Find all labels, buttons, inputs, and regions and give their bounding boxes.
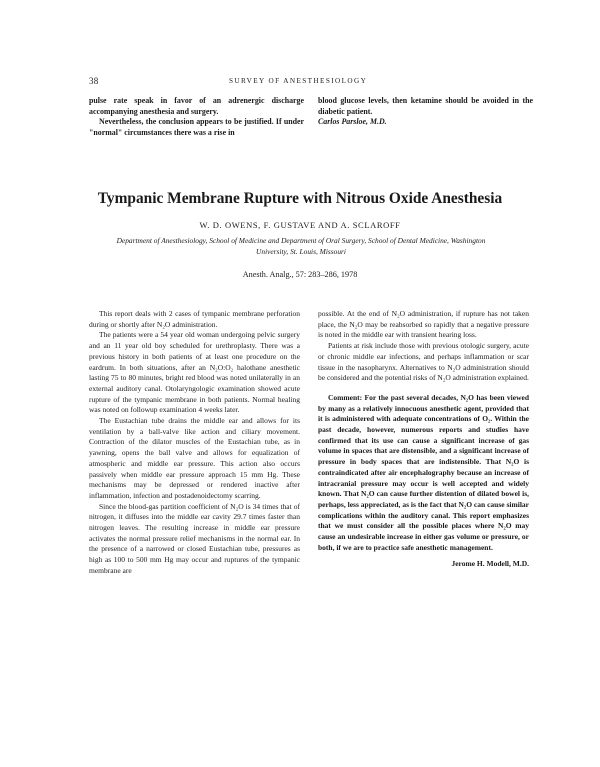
article-authors: W. D. OWENS, F. GUSTAVE AND A. SCLAROFF bbox=[199, 220, 401, 230]
article-citation: Anesth. Analg., 57: 283–286, 1978 bbox=[242, 270, 358, 279]
previous-article-paragraph: Nevertheless, the conclusion appears to be justified. If under "normal" circumstances there was a rise in bbox=[89, 117, 304, 137]
article-right-column bbox=[318, 309, 529, 570]
article-paragraph: This report deals with 2 cases of tympanic membrane perforation during or shortly after N₂O administration. bbox=[89, 309, 300, 329]
comment-signature: Jerome H. Modell, M.D. bbox=[451, 559, 529, 569]
previous-article-left-column bbox=[89, 96, 304, 138]
article-paragraph: Since the blood-gas partition coefficient of N₂O is 34 times that of nitrogen, it diffuses into the middle ear cavity 29.7 times faster than nitrogen leaves. The resulting increase in middle ear pressure activates the normal pressure relief mechanisms in the normal ear. In the presence of a narrowed or closed Eustachian tube, pressures as high as 100 to 500 mm Hg may occur and ruptures of the tympanic membrane are bbox=[89, 501, 300, 575]
article-paragraph: The Eustachian tube drains the middle ear and allows for its ventilation by a ball-valve like action and ciliary movement. Contraction of the dilator muscles of the Eustachian tube, as in yawning, opens the ball valve and allows for equalization of atmospheric and middle ear pressure. This action also occurs passively when middle ear pressure approach 15 mm Hg. These mechanisms may be depressed or rendered inactive after inflammation, infection and postadenoidectomy scarring. bbox=[89, 416, 300, 500]
article-title: Tympanic Membrane Rupture with Nitrous Oxide Anesthesia bbox=[97, 190, 503, 207]
previous-article-signature: Carlos Parsloe, M.D. bbox=[318, 117, 387, 127]
article-left-column bbox=[89, 309, 300, 577]
editorial-comment: Comment: For the past several decades, N₂O has been viewed by many as a relatively innocuous anesthetic agent, provided that it is administered with adequate concentrations of O₂. Within the past decade, however, numerous reports and studies have confirmed that its use can cause a significant increase of gas volume in spaces that are distensible, and a significant increase of pressure in body spaces that are indistensible. That N₂O is contraindicated after air encephalography because an increase of intracranial pressure may occur is well accepted and widely known. That N₂O can cause further distention of dilated bowel is, perhaps, less appreciated, as is the fact that N₂O can cause similar complications within the auditory canal. This report emphasizes that we must consider all the possible places where N₂O may cause an undesirable increase in either gas volume or pressure, or both, if we are to practice safe anesthetic management. bbox=[318, 392, 529, 552]
article-paragraph: Patients at risk include those with previous otologic surgery, acute or chronic middle ear infections, and perhaps inflammation or scar tissue in the nasopharynx. Alternatives to N₂O administration should be considered and the potential risks of N₂O administration explained. bbox=[318, 341, 529, 383]
previous-article-right-column bbox=[318, 96, 533, 128]
previous-article-paragraph: blood glucose levels, then ketamine should be avoided in the diabetic patient. bbox=[318, 96, 533, 116]
running-head: SURVEY OF ANESTHESIOLOGY bbox=[229, 77, 368, 85]
article-paragraph: The patients were a 54 year old woman undergoing pelvic surgery and an 11 year old boy scheduled for urethroplasty. There was a previous history in both patients of at least one procedure on the eardrum. In both situations, after an N₂O:O₂ halothane anesthetic lasting 75 to 80 minutes, bright red blood was noted unilaterally in an external auditory canal. Otolaryngologic examination showed acute rupture of the tympanic membrane in both patients. Normal healing was noted on followup examination 4 weeks later. bbox=[89, 330, 300, 415]
page-number: 38 bbox=[89, 76, 99, 86]
article-affiliation: Department of Anesthesiology, School of Medicine and Department of Oral Surgery, School of Dental Medicine, Washington University, St. Louis, Missouri bbox=[116, 236, 486, 256]
previous-article-paragraph: pulse rate speak in favor of an adrenergic discharge accompanying anesthesia and surgery. bbox=[89, 96, 304, 116]
article-paragraph: possible. At the end of N₂O administration, if rupture has not taken place, the N₂O may be reabsorbed so rapidly that a negative pressure is noted in the middle ear with transient hearing loss. bbox=[318, 309, 529, 340]
